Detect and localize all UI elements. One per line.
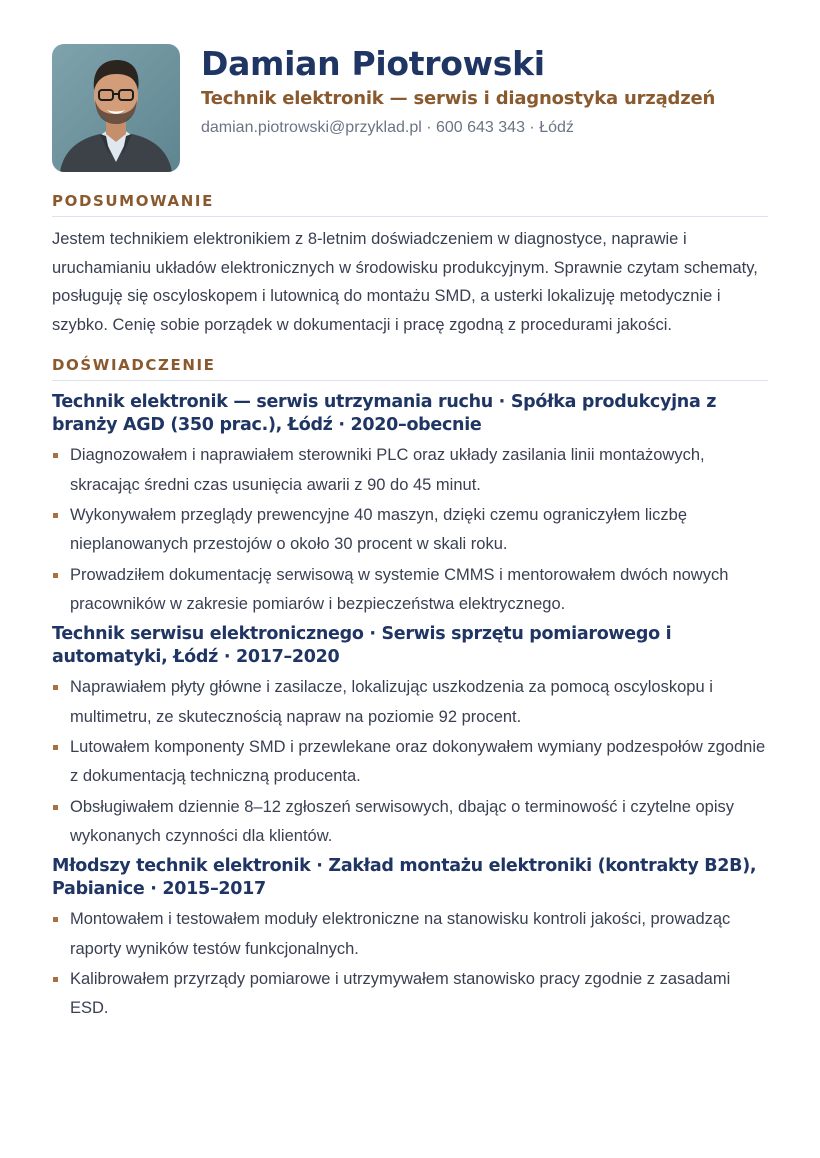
experience-heading: DOŚWIADCZENIE — [52, 356, 768, 381]
job-bullet — [52, 561, 768, 619]
candidate-name: Damian Piotrowski — [201, 44, 545, 83]
job-bullet — [52, 733, 768, 791]
job-bullet-text: Kalibrowałem przyrządy pomiarowe i utrzymywałem stanowisko pracy zgodnie z zasadami ESD. — [70, 970, 731, 1018]
summary-text: Jestem technikiem elektronikiem z 8-letnim doświadczeniem w diagnostyce, naprawie i uruchamianiu układów elektronicznych w środowisku produkcyjnym. Sprawnie czytam schematy, posługuję się oscyloskopem i lutownicą do montażu SMD, a usterki lokalizuję metodycznie i szybko. Cenię sobie porządek w dokumentacji i pracę zgodną z procedurami jakości. — [52, 230, 758, 334]
profile-photo-image — [52, 44, 180, 172]
job-bullet — [52, 673, 768, 731]
bullet-marker — [53, 745, 58, 750]
job-heading: Młodszy technik elektronik · Zakład montażu elektroniki (kontrakty B2B), Pabianice · 2015–2017 — [52, 856, 757, 900]
job-bullet — [52, 905, 768, 963]
job-bullet-text: Lutowałem komponenty SMD i przewlekane oraz dokonywałem wymiany podzespołów zgodnie z dokumentacją techniczną producenta. — [70, 738, 766, 786]
candidate-role: Technik elektronik — serwis i diagnostyka urządzeń — [201, 88, 716, 109]
job-bullet — [52, 501, 768, 559]
job-heading: Technik elektronik — serwis utrzymania ruchu · Spółka produkcyjna z branży AGD (350 prac.), Łódź · 2020–obecnie — [52, 392, 717, 436]
job-entry — [52, 391, 768, 619]
job-bullet-text: Diagnozowałem i naprawiałem sterowniki PLC oraz układy zasilania linii montażowych, skracając średni czas usunięcia awarii z 90 do 45 minut. — [70, 446, 705, 494]
job-bullet — [52, 965, 768, 1023]
bullet-marker — [53, 977, 58, 982]
header-text — [201, 44, 715, 139]
job-bullet-list — [52, 673, 768, 851]
job-bullet-text: Montowałem i testowałem moduły elektroniczne na stanowisku kontroli jakości, prowadząc raporty wyników testów funkcjonalnych. — [70, 910, 731, 958]
job-bullet-list — [52, 441, 768, 619]
job-bullet-text: Naprawiałem płyty główne i zasilacze, lokalizując uszkodzenia za pomocą oscyloskopu i multimetru, ze skutecznością napraw na poziomie 92 procent. — [70, 678, 713, 726]
profile-photo — [52, 44, 180, 172]
job-bullet-text: Wykonywałem przeglądy prewencyjne 40 maszyn, dzięki czemu ograniczyłem liczbę nieplanowanych przestojów o około 30 procent w skali roku. — [70, 506, 688, 554]
job-entry — [52, 623, 768, 851]
job-heading: Technik serwisu elektronicznego · Serwis sprzętu pomiarowego i automatyki, Łódź · 2017–2020 — [52, 624, 672, 668]
bullet-marker — [53, 685, 58, 690]
bullet-marker — [53, 573, 58, 578]
job-bullet — [52, 793, 768, 851]
bullet-marker — [53, 513, 58, 518]
summary-heading: PODSUMOWANIE — [52, 192, 768, 217]
bullet-marker — [53, 917, 58, 922]
job-bullet-list — [52, 905, 768, 1023]
bullet-marker — [53, 453, 58, 458]
resume-header — [52, 44, 768, 172]
job-bullet-text: Prowadziłem dokumentację serwisową w systemie CMMS i mentorowałem dwóch nowych pracowników w zakresie pomiarów i bezpieczeństwa elektrycznego. — [70, 565, 729, 614]
job-entry — [52, 855, 768, 1023]
job-bullet — [52, 441, 768, 499]
job-bullet-text: Obsługiwałem dziennie 8–12 zgłoszeń serwisowych, dbając o terminowość i czytelne opisy wykonanych czynności dla klientów. — [70, 797, 734, 846]
bullet-marker — [53, 805, 58, 810]
contact-info: damian.piotrowski@przyklad.pl · 600 643 343 · Łódź — [201, 119, 574, 136]
resume-page — [52, 44, 768, 1025]
